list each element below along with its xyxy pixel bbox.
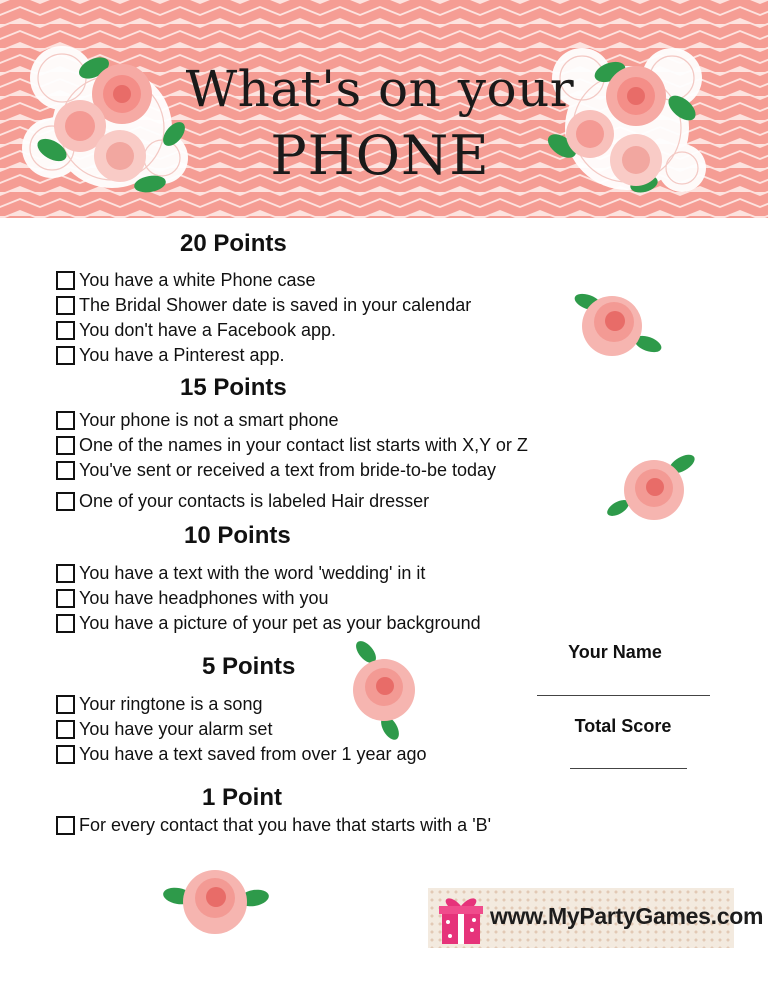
checklist-item[interactable]: Your ringtone is a song [56,692,262,716]
checkbox-icon[interactable] [56,720,75,739]
section-heading-1: 1 Point [202,784,283,811]
section-heading-20: 20 Points [180,230,287,257]
checkbox-icon[interactable] [56,296,75,315]
checkbox-icon[interactable] [56,589,75,608]
checklist-item[interactable]: The Bridal Shower date is saved in your calendar [56,293,471,317]
total-score-label: Total Score [574,716,672,736]
chevron-banner [0,0,768,218]
checklist-item[interactable]: One of your contacts is labeled Hair dresser [56,489,429,513]
section-heading-5: 5 Points [202,653,296,680]
checklist-item[interactable]: You don't have a Facebook app. [56,318,336,342]
checkbox-icon[interactable] [56,564,75,583]
checklist-item[interactable]: One of the names in your contact list starts with X,Y or Z [56,433,528,457]
checkbox-icon[interactable] [56,461,75,480]
checklist-item[interactable]: You have headphones with you [56,586,329,610]
checkbox-icon[interactable] [56,695,75,714]
checkbox-icon[interactable] [56,492,75,511]
checkbox-icon[interactable] [56,614,75,633]
checkbox-icon[interactable] [56,816,75,835]
title-line-1: What's on your [185,60,575,118]
checklist-item[interactable]: You have a Pinterest app. [56,343,285,367]
gift-icon [436,892,486,946]
checklist-item[interactable]: You have a text saved from over 1 year ago [56,742,427,766]
checklist-item[interactable]: You have a picture of your pet as your background [56,611,481,635]
your-name-label: Your Name [568,642,662,662]
rose-icon [568,288,664,364]
checkbox-icon[interactable] [56,745,75,764]
site-logo[interactable] [428,888,764,948]
checkbox-icon[interactable] [56,321,75,340]
checkbox-icon[interactable] [56,271,75,290]
checkbox-icon[interactable] [56,436,75,455]
rose-icon [160,862,270,946]
name-line[interactable] [537,695,710,696]
checkbox-icon[interactable] [56,346,75,365]
rose-icon [604,450,696,530]
checklist-item[interactable]: You have a text with the word 'wedding' in it [56,561,425,585]
section-heading-10: 10 Points [184,522,291,549]
score-line[interactable] [570,768,687,769]
checklist-item[interactable]: You have your alarm set [56,717,272,741]
checklist-item[interactable]: Your phone is not a smart phone [56,408,339,432]
checkbox-icon[interactable] [56,411,75,430]
rose-icon [346,640,424,740]
logo-text: www.MyPartyGames.com [490,903,764,929]
section-heading-15: 15 Points [180,374,287,401]
title-line-2: PHONE [270,124,490,187]
checklist-item[interactable]: You have a white Phone case [56,268,316,292]
checklist-item[interactable]: You've sent or received a text from bride-to-be today [56,458,496,482]
checklist-item[interactable]: For every contact that you have that starts with a 'B' [56,813,491,837]
